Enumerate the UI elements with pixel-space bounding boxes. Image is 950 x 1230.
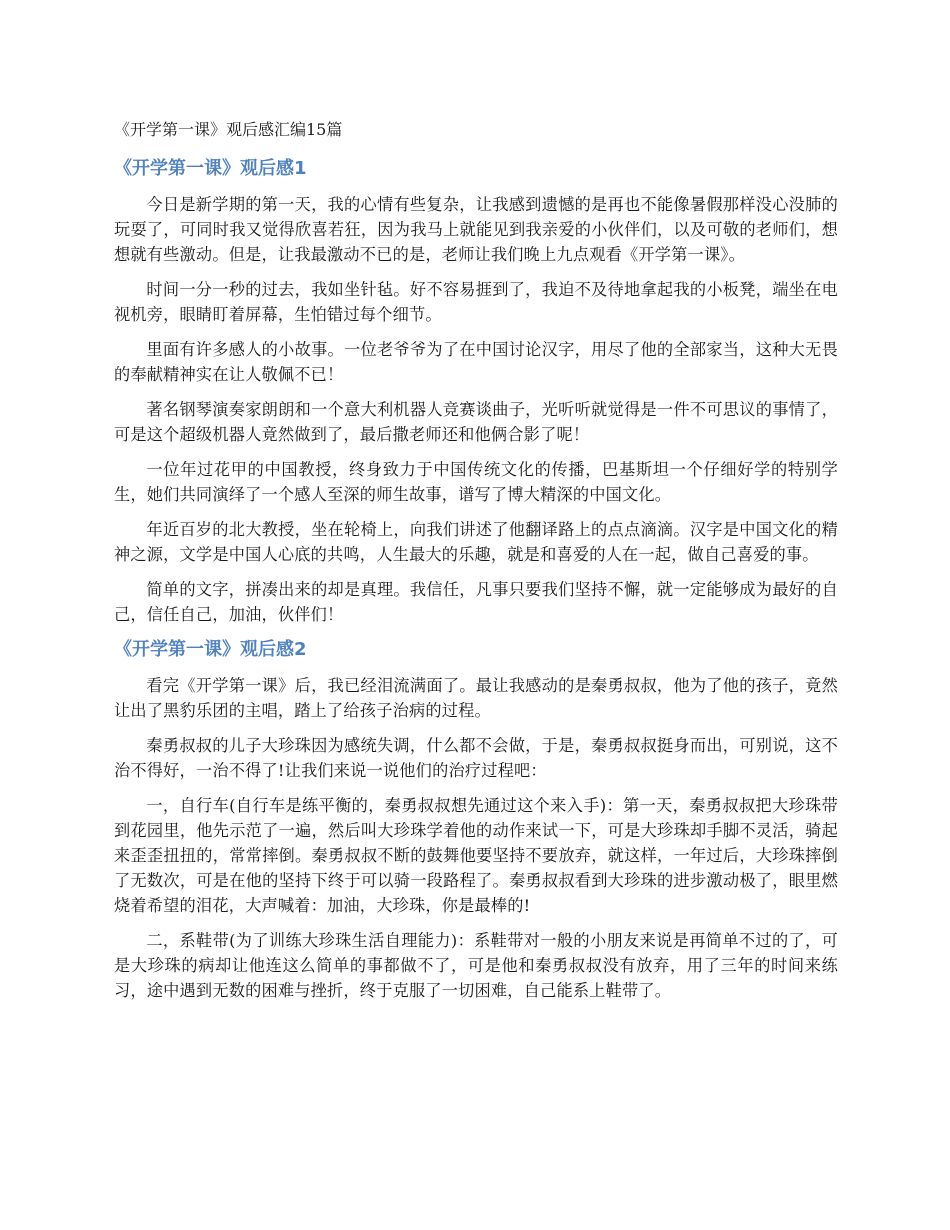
paragraph: 简单的文字，拼凑出来的却是真理。我信任，凡事只要我们坚持不懈，就一定能够成为最好的自己，信任自己，加油，伙伴们！	[114, 580, 838, 624]
paragraph: 时间一分一秒的过去，我如坐针毡。好不容易捱到了，我迫不及待地拿起我的小板凳，端坐在电视机旁，眼睛盯着屏幕，生怕错过每个细节。	[114, 280, 838, 324]
paragraph: 年近百岁的北大教授，坐在轮椅上，向我们讲述了他翻译路上的点点滴滴。汉字是中国文化的精神之源，文学是中国人心底的共鸣，人生最大的乐趣，就是和喜爱的人在一起，做自己喜爱的事。	[114, 520, 838, 564]
paragraph: 今日是新学期的第一天，我的心情有些复杂，让我感到遗憾的是再也不能像暑假那样没心没肺的玩耍了，可同时我又觉得欣喜若狂，因为我马上就能见到我亲爱的小伙伴们，以及可敬的老师们，想想就有些激动。但是，让我最激动不已的是，老师让我们晚上九点观看《开学第一课》。	[114, 195, 838, 264]
section-heading: 《开学第一课》观后感1	[114, 158, 307, 179]
paragraph: 里面有许多感人的小故事。一位老爷爷为了在中国讨论汉字，用尽了他的全部家当，这种大无畏的奉献精神实在让人敬佩不已！	[114, 340, 838, 384]
document-title: 《开学第一课》观后感汇编15篇	[114, 120, 343, 139]
section-heading: 《开学第一课》观后感2	[114, 639, 307, 660]
paragraph: 秦勇叔叔的儿子大珍珠因为感统失调，什么都不会做，于是，秦勇叔叔挺身而出，可别说，这不治不得好，一治不得了!让我们来说一说他们的治疗过程吧：	[114, 736, 838, 780]
document-page	[114, 118, 838, 1013]
paragraph: 著名钢琴演奏家朗朗和一个意大利机器人竞赛谈曲子，光听听就觉得是一件不可思议的事情了，可是这个超级机器人竟然做到了，最后撒老师还和他俩合影了呢！	[114, 400, 838, 444]
paragraph: 看完《开学第一课》后，我已经泪流满面了。最让我感动的是秦勇叔叔，他为了他的孩子，竟然让出了黑豹乐团的主唱，踏上了给孩子治病的过程。	[114, 676, 838, 720]
paragraph: 一，自行车(自行车是练平衡的，秦勇叔叔想先通过这个来入手)：第一天，秦勇叔叔把大珍珠带到花园里，他先示范了一遍，然后叫大珍珠学着他的动作来试一下，可是大珍珠却手脚不灵活，骑起来歪歪扭扭的，常常摔倒。秦勇叔叔不断的鼓舞他要坚持不要放弃，就这样，一年过后，大珍珠摔倒了无数次，可是在他的坚持下终于可以骑一段路程了。秦勇叔叔看到大珍珠的进步激动极了，眼里燃烧着希望的泪花，大声喊着：加油，大珍珠，你是最棒的!	[114, 796, 838, 915]
paragraph: 二，系鞋带(为了训练大珍珠生活自理能力)：系鞋带对一般的小朋友来说是再简单不过的了，可是大珍珠的病却让他连这么简单的事都做不了，可是他和秦勇叔叔没有放弃，用了三年的时间来练习，途中遇到无数的困难与挫折，终于克服了一切困难，自己能系上鞋带了。	[114, 931, 838, 1000]
section-1	[114, 156, 838, 627]
paragraph: 一位年过花甲的中国教授，终身致力于中国传统文化的传播，巴基斯坦一个仔细好学的特别学生，她们共同演绎了一个感人至深的师生故事，谱写了博大精深的中国文化。	[114, 460, 838, 504]
section-2	[114, 637, 838, 1003]
